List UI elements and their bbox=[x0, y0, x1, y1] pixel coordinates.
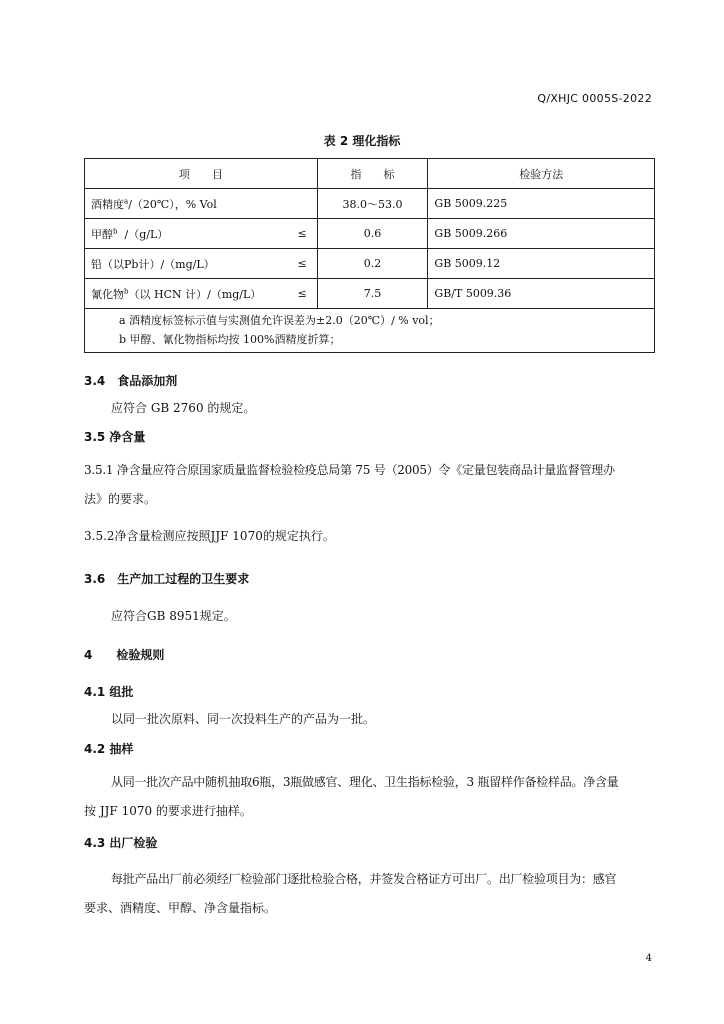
section-3-5-1-line1: 3.5.1 净含量应符合原国家质量监督检验检疫总局第 75 号（2005）令《定量包装商品计量监督管理办 bbox=[84, 463, 615, 477]
section-4-2-title: 4.2 抽样 bbox=[84, 742, 134, 756]
item-unit: /（mg/L） bbox=[160, 257, 215, 271]
row-method: GB/T 5009.36 bbox=[428, 279, 655, 309]
row-item bbox=[85, 219, 318, 249]
note-a: a 酒精度标签标示值与实测值允许误差为±2.0（20℃）/ % vol； bbox=[119, 314, 440, 327]
item-name: 氰化物 bbox=[91, 287, 124, 301]
header-item: 项 目 bbox=[85, 159, 318, 189]
item-unit: /（g/L） bbox=[124, 227, 169, 241]
row-method: GB 5009.225 bbox=[428, 189, 655, 219]
le-symbol: ≤ bbox=[297, 287, 307, 300]
row-method: GB 5009.266 bbox=[428, 219, 655, 249]
section-3-5-title: 3.5 净含量 bbox=[84, 430, 146, 444]
section-4-3-title: 4.3 出厂检验 bbox=[84, 836, 158, 850]
item-footnote-mark: b bbox=[113, 226, 118, 235]
section-3-5-1-line2: 法》的要求。 bbox=[84, 492, 157, 506]
section-4-3-line2: 要求、酒精度、甲醇、净含量指标。 bbox=[84, 901, 277, 915]
section-3-5-2: 3.5.2净含量检测应按照JJF 1070的规定执行。 bbox=[84, 529, 335, 543]
row-item bbox=[85, 189, 318, 219]
table-title: 表 2 理化指标 bbox=[323, 134, 401, 148]
section-4-2-line1: 从同一批次产品中随机抽取6瓶，3瓶做感官、理化、卫生指标检验，3 瓶留样作备检样品。净含量 bbox=[111, 775, 619, 789]
physicochemical-table bbox=[84, 158, 655, 353]
header-indicator: 指 标 bbox=[317, 159, 428, 189]
section-4-3-line1: 每批产品出厂前必须经厂检验部门逐批检验合格，并签发合格证方可出厂。出厂检验项目为：感官 bbox=[111, 872, 617, 886]
note-b: b 甲醇、氰化物指标均按 100%酒精度折算； bbox=[119, 333, 341, 346]
row-method: GB 5009.12 bbox=[428, 249, 655, 279]
table-notes bbox=[85, 309, 655, 353]
section-4-1-text: 以同一批次原料、同一次投料生产的产品为一批。 bbox=[111, 712, 376, 726]
row-item bbox=[85, 279, 318, 309]
row-value: 0.2 bbox=[317, 249, 428, 279]
row-value: 0.6 bbox=[317, 219, 428, 249]
section-3-6-title: 3.6 生产加工过程的卫生要求 bbox=[84, 572, 250, 586]
item-name: 甲醇 bbox=[91, 227, 113, 241]
item-footnote-mark: a bbox=[124, 196, 129, 205]
row-value: 38.0～53.0 bbox=[317, 189, 428, 219]
le-symbol: ≤ bbox=[297, 227, 307, 240]
table-row bbox=[85, 219, 655, 249]
section-3-4-text: 应符合 GB 2760 的规定。 bbox=[111, 401, 256, 415]
section-3-4-title: 3.4 食品添加剂 bbox=[84, 374, 178, 388]
le-symbol: ≤ bbox=[297, 257, 307, 270]
section-4-1-title: 4.1 组批 bbox=[84, 685, 134, 699]
item-unit: （以 HCN 计）/（mg/L） bbox=[128, 287, 262, 301]
item-unit: /（20℃），% Vol bbox=[128, 197, 217, 211]
section-4-2-line2: 按 JJF 1070 的要求进行抽样。 bbox=[84, 804, 252, 818]
table-notes-row bbox=[85, 309, 655, 353]
document-code: Q/XHJC 0005S-2022 bbox=[537, 92, 652, 105]
row-value: 7.5 bbox=[317, 279, 428, 309]
table-row bbox=[85, 189, 655, 219]
section-3-6-text: 应符合GB 8951规定。 bbox=[111, 609, 236, 623]
row-item bbox=[85, 249, 318, 279]
page-number: 4 bbox=[645, 953, 652, 964]
table-header-row bbox=[85, 159, 655, 189]
table-row bbox=[85, 249, 655, 279]
item-name: 铅（以Pb计） bbox=[91, 257, 161, 271]
table-row bbox=[85, 279, 655, 309]
section-4-title: 4 检验规则 bbox=[84, 648, 165, 662]
item-name: 酒精度 bbox=[91, 197, 124, 211]
item-footnote-mark: b bbox=[124, 286, 129, 295]
header-method: 检验方法 bbox=[428, 159, 655, 189]
